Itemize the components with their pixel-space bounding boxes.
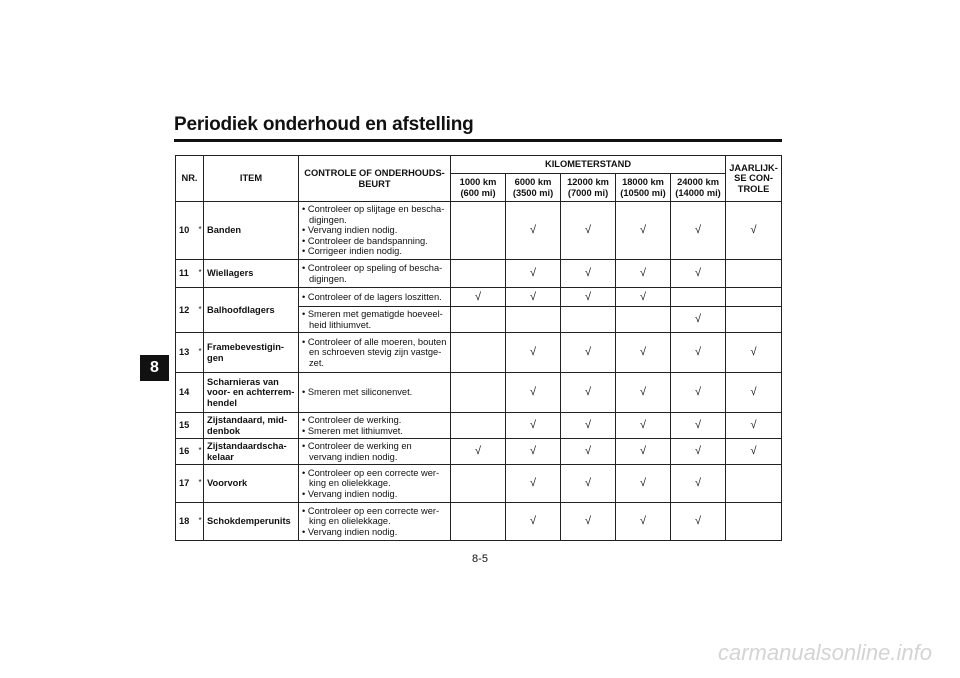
asterisk-marker: *: [196, 260, 204, 288]
control-list: [302, 441, 447, 462]
item-name: Scharnieras van voor- en achterrem-hendel: [204, 373, 299, 413]
table-row: [176, 439, 782, 465]
control-list: [302, 204, 447, 256]
check-cell: √: [506, 373, 561, 413]
check-cell: √: [671, 439, 726, 465]
table-row: [176, 465, 782, 503]
control-list: [302, 337, 447, 368]
item-name: Zijstandaardscha-kelaar: [204, 439, 299, 465]
check-cell: √: [561, 413, 616, 439]
control-cell: [299, 333, 451, 373]
check-cell: [451, 413, 506, 439]
row-number: 10: [176, 202, 196, 260]
control-list: [302, 415, 447, 436]
check-cell: [616, 307, 671, 333]
check-cell: √: [616, 373, 671, 413]
table-row: [176, 413, 782, 439]
check-cell: √: [506, 465, 561, 503]
control-item: • Controleer de werking.: [302, 415, 447, 425]
check-cell: [726, 465, 782, 503]
check-cell: [451, 333, 506, 373]
check-cell: √: [561, 260, 616, 288]
control-cell: [299, 503, 451, 541]
check-cell: √: [616, 465, 671, 503]
control-item: • Vervang indien nodig.: [302, 527, 447, 537]
title-rule: [174, 139, 782, 142]
control-item: • Smeren met siliconenvet.: [302, 387, 447, 397]
check-cell: [506, 307, 561, 333]
item-name: Balhoofdlagers: [204, 288, 299, 333]
check-cell: √: [671, 373, 726, 413]
control-list: [302, 468, 447, 499]
check-cell: √: [726, 333, 782, 373]
check-cell: [451, 503, 506, 541]
control-cell: [299, 288, 451, 307]
header-nr: NR.: [176, 156, 204, 202]
asterisk-marker: *: [196, 333, 204, 373]
asterisk-marker: [196, 413, 204, 439]
check-cell: √: [506, 202, 561, 260]
check-cell: √: [506, 333, 561, 373]
control-list: [302, 387, 447, 397]
check-cell: √: [561, 465, 616, 503]
control-cell: [299, 202, 451, 260]
item-name: Banden: [204, 202, 299, 260]
table-row: [176, 288, 782, 307]
asterisk-marker: *: [196, 503, 204, 541]
item-name: Schokdemperunits: [204, 503, 299, 541]
table-row: [176, 333, 782, 373]
check-cell: √: [616, 503, 671, 541]
control-item: • Vervang indien nodig.: [302, 225, 447, 235]
row-number: 15: [176, 413, 196, 439]
watermark: carmanualsonline.info: [717, 640, 932, 665]
control-cell: [299, 465, 451, 503]
check-cell: [726, 307, 782, 333]
page-number: 8-5: [472, 553, 488, 565]
check-cell: √: [616, 439, 671, 465]
table-row: [176, 260, 782, 288]
check-cell: √: [561, 373, 616, 413]
check-cell: √: [616, 333, 671, 373]
control-cell: [299, 373, 451, 413]
control-item: • Controleer op een correcte wer-king en olielekkage.: [302, 506, 447, 527]
asterisk-marker: *: [196, 288, 204, 333]
control-cell: [299, 413, 451, 439]
check-cell: √: [451, 439, 506, 465]
row-number: 14: [176, 373, 196, 413]
check-cell: [451, 465, 506, 503]
check-cell: [451, 373, 506, 413]
check-cell: √: [616, 202, 671, 260]
check-cell: √: [671, 465, 726, 503]
header-km-2: 12000 km (7000 mi): [561, 174, 616, 202]
check-cell: √: [506, 503, 561, 541]
control-cell: [299, 307, 451, 333]
control-item: • Smeren met gematigde hoeveel-heid lithiumvet.: [302, 309, 447, 330]
control-list: [302, 263, 447, 284]
check-cell: √: [671, 307, 726, 333]
header-km-1: 6000 km (3500 mi): [506, 174, 561, 202]
control-item: • Controleer op slijtage en bescha-digingen.: [302, 204, 447, 225]
row-number: 11: [176, 260, 196, 288]
asterisk-marker: [196, 373, 204, 413]
item-name: Zijstandaard, mid-denbok: [204, 413, 299, 439]
maintenance-table: [175, 155, 782, 541]
check-cell: √: [451, 288, 506, 307]
control-list: [302, 309, 447, 330]
header-km-0: 1000 km (600 mi): [451, 174, 506, 202]
control-item: • Controleer of alle moeren, bouten en schroeven stevig zijn vastge-zet.: [302, 337, 447, 368]
asterisk-marker: *: [196, 439, 204, 465]
check-cell: [726, 260, 782, 288]
row-number: 18: [176, 503, 196, 541]
chapter-tab: 8: [140, 355, 169, 381]
header-control: CONTROLE OF ONDERHOUDS-BEURT: [299, 156, 451, 202]
check-cell: [726, 503, 782, 541]
header-annual: JAARLIJK-SE CON-TROLE: [726, 156, 782, 202]
check-cell: √: [726, 202, 782, 260]
header-km-group: KILOMETERSTAND: [451, 156, 726, 174]
header-km-3: 18000 km (10500 mi): [616, 174, 671, 202]
check-cell: √: [506, 288, 561, 307]
control-item: • Smeren met lithiumvet.: [302, 426, 447, 436]
table-row: [176, 202, 782, 260]
control-item: • Controleer de werking en vervang indien nodig.: [302, 441, 447, 462]
check-cell: [451, 260, 506, 288]
control-cell: [299, 260, 451, 288]
asterisk-marker: *: [196, 202, 204, 260]
asterisk-marker: *: [196, 465, 204, 503]
check-cell: √: [506, 439, 561, 465]
item-name: Framebevestigin-gen: [204, 333, 299, 373]
check-cell: [726, 288, 782, 307]
check-cell: [451, 307, 506, 333]
check-cell: √: [671, 413, 726, 439]
control-list: [302, 292, 447, 302]
check-cell: √: [561, 333, 616, 373]
table-row: [176, 503, 782, 541]
control-item: • Corrigeer indien nodig.: [302, 246, 447, 256]
row-number: 16: [176, 439, 196, 465]
check-cell: √: [506, 260, 561, 288]
check-cell: √: [726, 413, 782, 439]
item-name: Wiellagers: [204, 260, 299, 288]
check-cell: √: [671, 333, 726, 373]
check-cell: √: [561, 288, 616, 307]
control-item: • Controleer op speling of bescha-digingen.: [302, 263, 447, 284]
check-cell: √: [561, 503, 616, 541]
check-cell: [451, 202, 506, 260]
check-cell: √: [561, 202, 616, 260]
control-list: [302, 506, 447, 537]
check-cell: √: [561, 439, 616, 465]
item-name: Voorvork: [204, 465, 299, 503]
control-item: • Vervang indien nodig.: [302, 489, 447, 499]
check-cell: √: [671, 503, 726, 541]
control-item: • Controleer de bandspanning.: [302, 236, 447, 246]
check-cell: √: [616, 413, 671, 439]
row-number: 13: [176, 333, 196, 373]
control-cell: [299, 439, 451, 465]
check-cell: [561, 307, 616, 333]
check-cell: √: [671, 202, 726, 260]
check-cell: √: [616, 260, 671, 288]
check-cell: √: [671, 260, 726, 288]
page-title: Periodiek onderhoud en afstelling: [174, 114, 474, 135]
check-cell: √: [726, 439, 782, 465]
row-number: 17: [176, 465, 196, 503]
control-item: • Controleer op een correcte wer-king en olielekkage.: [302, 468, 447, 489]
check-cell: √: [506, 413, 561, 439]
check-cell: √: [616, 288, 671, 307]
table-row: [176, 373, 782, 413]
check-cell: √: [726, 373, 782, 413]
check-cell: [671, 288, 726, 307]
control-item: • Controleer of de lagers loszitten.: [302, 292, 447, 302]
header-item: ITEM: [204, 156, 299, 202]
header-km-4: 24000 km (14000 mi): [671, 174, 726, 202]
row-number: 12: [176, 288, 196, 333]
